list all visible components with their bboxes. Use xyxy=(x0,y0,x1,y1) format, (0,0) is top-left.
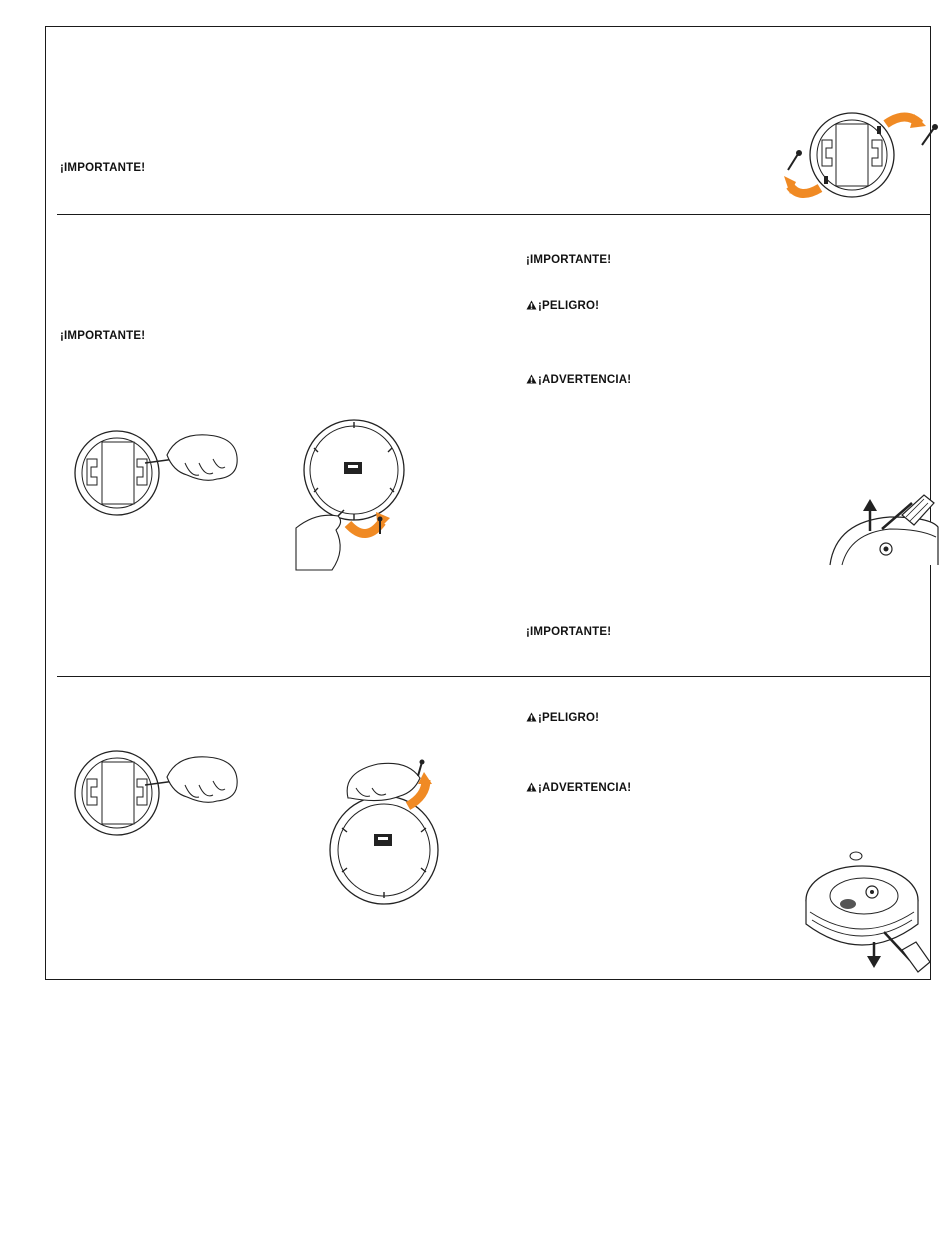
base-screw-hand-illustration xyxy=(75,745,245,850)
danger-text: ¡PELIGRO! xyxy=(538,300,600,312)
warning-triangle-icon xyxy=(526,300,537,310)
screwdriver-up-illustration xyxy=(830,495,940,572)
warning-triangle-icon xyxy=(526,374,537,384)
important-label: ¡IMPORTANTE! xyxy=(60,330,146,342)
important-label: ¡IMPORTANTE! xyxy=(526,254,612,266)
base-rotate-illustration xyxy=(780,100,945,210)
danger-label xyxy=(526,712,599,724)
warning-label xyxy=(526,374,631,386)
base-screw-hand-illustration xyxy=(75,425,245,530)
danger-text: ¡PELIGRO! xyxy=(538,712,600,724)
detector-screw-rotate-illustration xyxy=(292,418,422,578)
warning-triangle-icon xyxy=(526,712,537,722)
danger-label xyxy=(526,300,599,312)
warning-triangle-icon xyxy=(526,782,537,792)
section-divider xyxy=(57,214,931,215)
important-label: ¡IMPORTANTE! xyxy=(60,162,146,174)
screwdriver-down-illustration xyxy=(800,848,930,978)
warning-label xyxy=(526,782,631,794)
section-divider xyxy=(57,676,931,677)
important-label: ¡IMPORTANTE! xyxy=(526,626,612,638)
warning-text: ¡ADVERTENCIA! xyxy=(538,374,632,386)
detector-screw-rotate-illustration xyxy=(328,758,443,913)
warning-text: ¡ADVERTENCIA! xyxy=(538,782,632,794)
